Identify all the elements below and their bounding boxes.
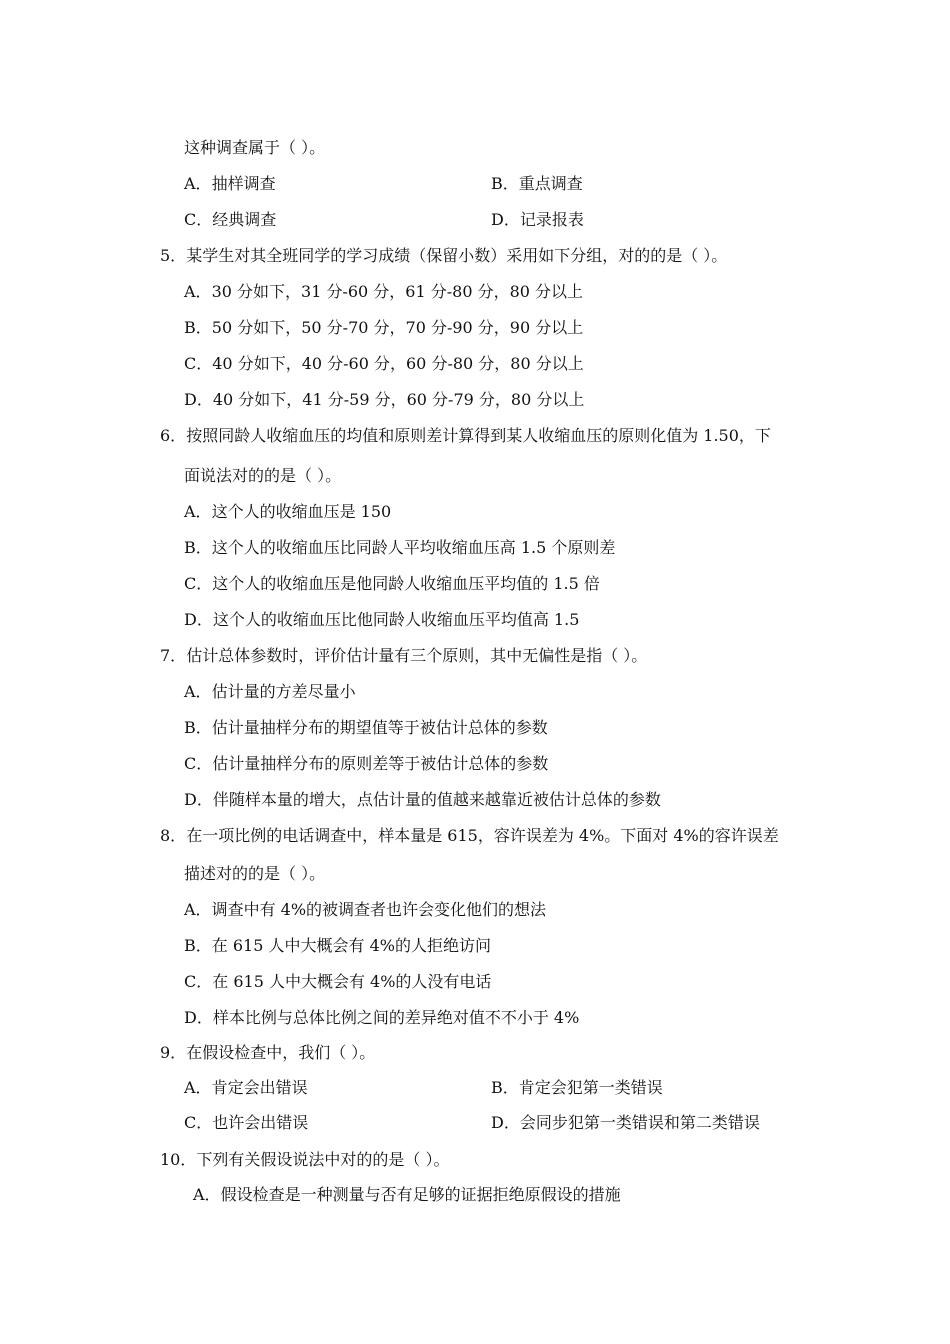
stem-text: 估计总体参数时，评价估计量有三个原则，其中无偏性是指（ ）。	[186, 646, 648, 665]
option-text: 会同步犯第一类错误和第二类错误	[519, 1113, 760, 1132]
option-label: B．	[184, 318, 212, 337]
option-d	[184, 610, 579, 630]
question-stem-line	[184, 138, 325, 158]
stem-text: 下列有关假设说法中对的的是（ ）。	[196, 1150, 450, 1169]
option-text: 估计量抽样分布的原则差等于被估计总体的参数	[212, 754, 549, 773]
question-8-stem	[160, 826, 779, 846]
option-text: 估计量抽样分布的期望值等于被估计总体的参数	[211, 718, 548, 737]
option-d	[491, 1113, 760, 1133]
question-6-stem-cont	[184, 466, 341, 486]
option-text: 40 分如下，40 分-60 分，60 分-80 分，80 分以上	[212, 354, 584, 373]
option-text: 这个人的收缩血压比同龄人平均收缩血压高 1.5 个原则差	[211, 538, 616, 557]
option-label: C．	[184, 754, 213, 773]
stem-text: 在一项比例的电话调查中，样本量是 615，容许误差为 4%。下面对 4%的容许误差	[186, 826, 779, 845]
option-label: A．	[184, 174, 212, 193]
option-b	[184, 936, 491, 956]
option-b	[491, 174, 583, 194]
option-text: 这个人的收缩血压是他同龄人收缩血压平均值的 1.5 倍	[212, 574, 600, 593]
option-d	[184, 1008, 579, 1028]
option-label: C．	[184, 210, 213, 229]
option-text: 伴随样本量的增大，点估计量的值越来越靠近被估计总体的参数	[212, 790, 661, 809]
option-label: A．	[184, 1078, 212, 1097]
option-d	[184, 790, 661, 810]
question-number: 10．	[160, 1150, 197, 1169]
option-a	[184, 282, 583, 302]
stem-text: 描述对的的是（ ）。	[184, 864, 326, 883]
option-c	[184, 574, 600, 594]
option-a	[184, 502, 391, 522]
option-text: 经典调查	[212, 210, 277, 229]
option-label: D．	[184, 790, 213, 809]
option-label: C．	[184, 354, 213, 373]
option-text: 肯定会出错误	[211, 1078, 308, 1097]
option-label: D．	[184, 1008, 213, 1027]
option-b	[184, 318, 583, 338]
option-c	[184, 1113, 308, 1133]
option-label: B．	[184, 538, 212, 557]
option-text: 样本比例与总体比例之间的差异绝对值不不小于 4%	[212, 1008, 580, 1027]
stem-text: 这种调查属于（ ）。	[184, 138, 326, 157]
question-number: 6．	[160, 426, 187, 445]
option-d	[491, 210, 584, 230]
option-text: 这个人的收缩血压比他同龄人收缩血压平均值高 1.5	[212, 610, 580, 629]
option-text: 在 615 人中大概会有 4%的人拒绝访问	[211, 936, 491, 955]
stem-text: 按照同龄人收缩血压的均值和原则差计算得到某人收缩血压的原则化值为 1.50，下	[186, 426, 771, 445]
option-c	[184, 354, 584, 374]
question-9-stem	[160, 1043, 375, 1063]
question-5-stem	[160, 246, 727, 266]
option-label: C．	[184, 574, 213, 593]
question-8-stem-cont	[184, 864, 325, 884]
option-text: 肯定会犯第一类错误	[518, 1078, 663, 1097]
option-text: 调查中有 4%的被调查者也许会变化他们的想法	[211, 900, 547, 919]
question-6-stem	[160, 426, 771, 446]
option-label: D．	[491, 1113, 520, 1132]
option-label: A．	[184, 900, 212, 919]
stem-text: 在假设检查中，我们（ ）。	[186, 1043, 376, 1062]
option-c	[184, 210, 276, 230]
option-a	[184, 682, 356, 702]
option-c	[184, 972, 491, 992]
question-7-stem	[160, 646, 647, 666]
option-text: 40 分如下，41 分-59 分，60 分-79 分，80 分以上	[212, 390, 585, 409]
option-label: C．	[184, 1113, 213, 1132]
stem-text: 面说法对的的是（ ）。	[184, 466, 342, 485]
option-a	[193, 1185, 621, 1205]
option-label: A．	[184, 682, 212, 701]
option-text: 这个人的收缩血压是 150	[211, 502, 392, 521]
option-label: B．	[184, 936, 212, 955]
option-a	[184, 900, 546, 920]
question-10-stem	[160, 1150, 449, 1170]
option-text: 记录报表	[519, 210, 584, 229]
option-label: D．	[491, 210, 520, 229]
question-number: 9．	[160, 1043, 187, 1062]
option-b	[184, 538, 615, 558]
option-text: 50 分如下，50 分-70 分，70 分-90 分，90 分以上	[211, 318, 584, 337]
option-text: 估计量的方差尽量小	[211, 682, 356, 701]
option-label: A．	[184, 282, 212, 301]
option-d	[184, 390, 584, 410]
question-number: 7．	[160, 646, 187, 665]
stem-text: 某学生对其全班同学的学习成绩（保留小数）采用如下分组，对的的是（ ）。	[186, 246, 728, 265]
option-text: 抽样调查	[211, 174, 276, 193]
option-a	[184, 174, 276, 194]
question-number: 5．	[160, 246, 187, 265]
question-number: 8．	[160, 826, 187, 845]
option-label: D．	[184, 610, 213, 629]
option-label: A．	[184, 502, 212, 521]
option-label: A．	[193, 1185, 221, 1204]
option-b	[491, 1078, 663, 1098]
option-text: 30 分如下，31 分-60 分，61 分-80 分，80 分以上	[211, 282, 584, 301]
option-label: C．	[184, 972, 213, 991]
option-b	[184, 718, 548, 738]
option-text: 重点调查	[518, 174, 583, 193]
option-text: 在 615 人中大概会有 4%的人没有电话	[212, 972, 492, 991]
option-text: 也许会出错误	[212, 1113, 309, 1132]
option-text: 假设检查是一种测量与否有足够的证据拒绝原假设的措施	[220, 1185, 621, 1204]
option-label: B．	[491, 1078, 519, 1097]
option-label: B．	[491, 174, 519, 193]
option-label: B．	[184, 718, 212, 737]
option-a	[184, 1078, 308, 1098]
option-c	[184, 754, 548, 774]
option-label: D．	[184, 390, 213, 409]
